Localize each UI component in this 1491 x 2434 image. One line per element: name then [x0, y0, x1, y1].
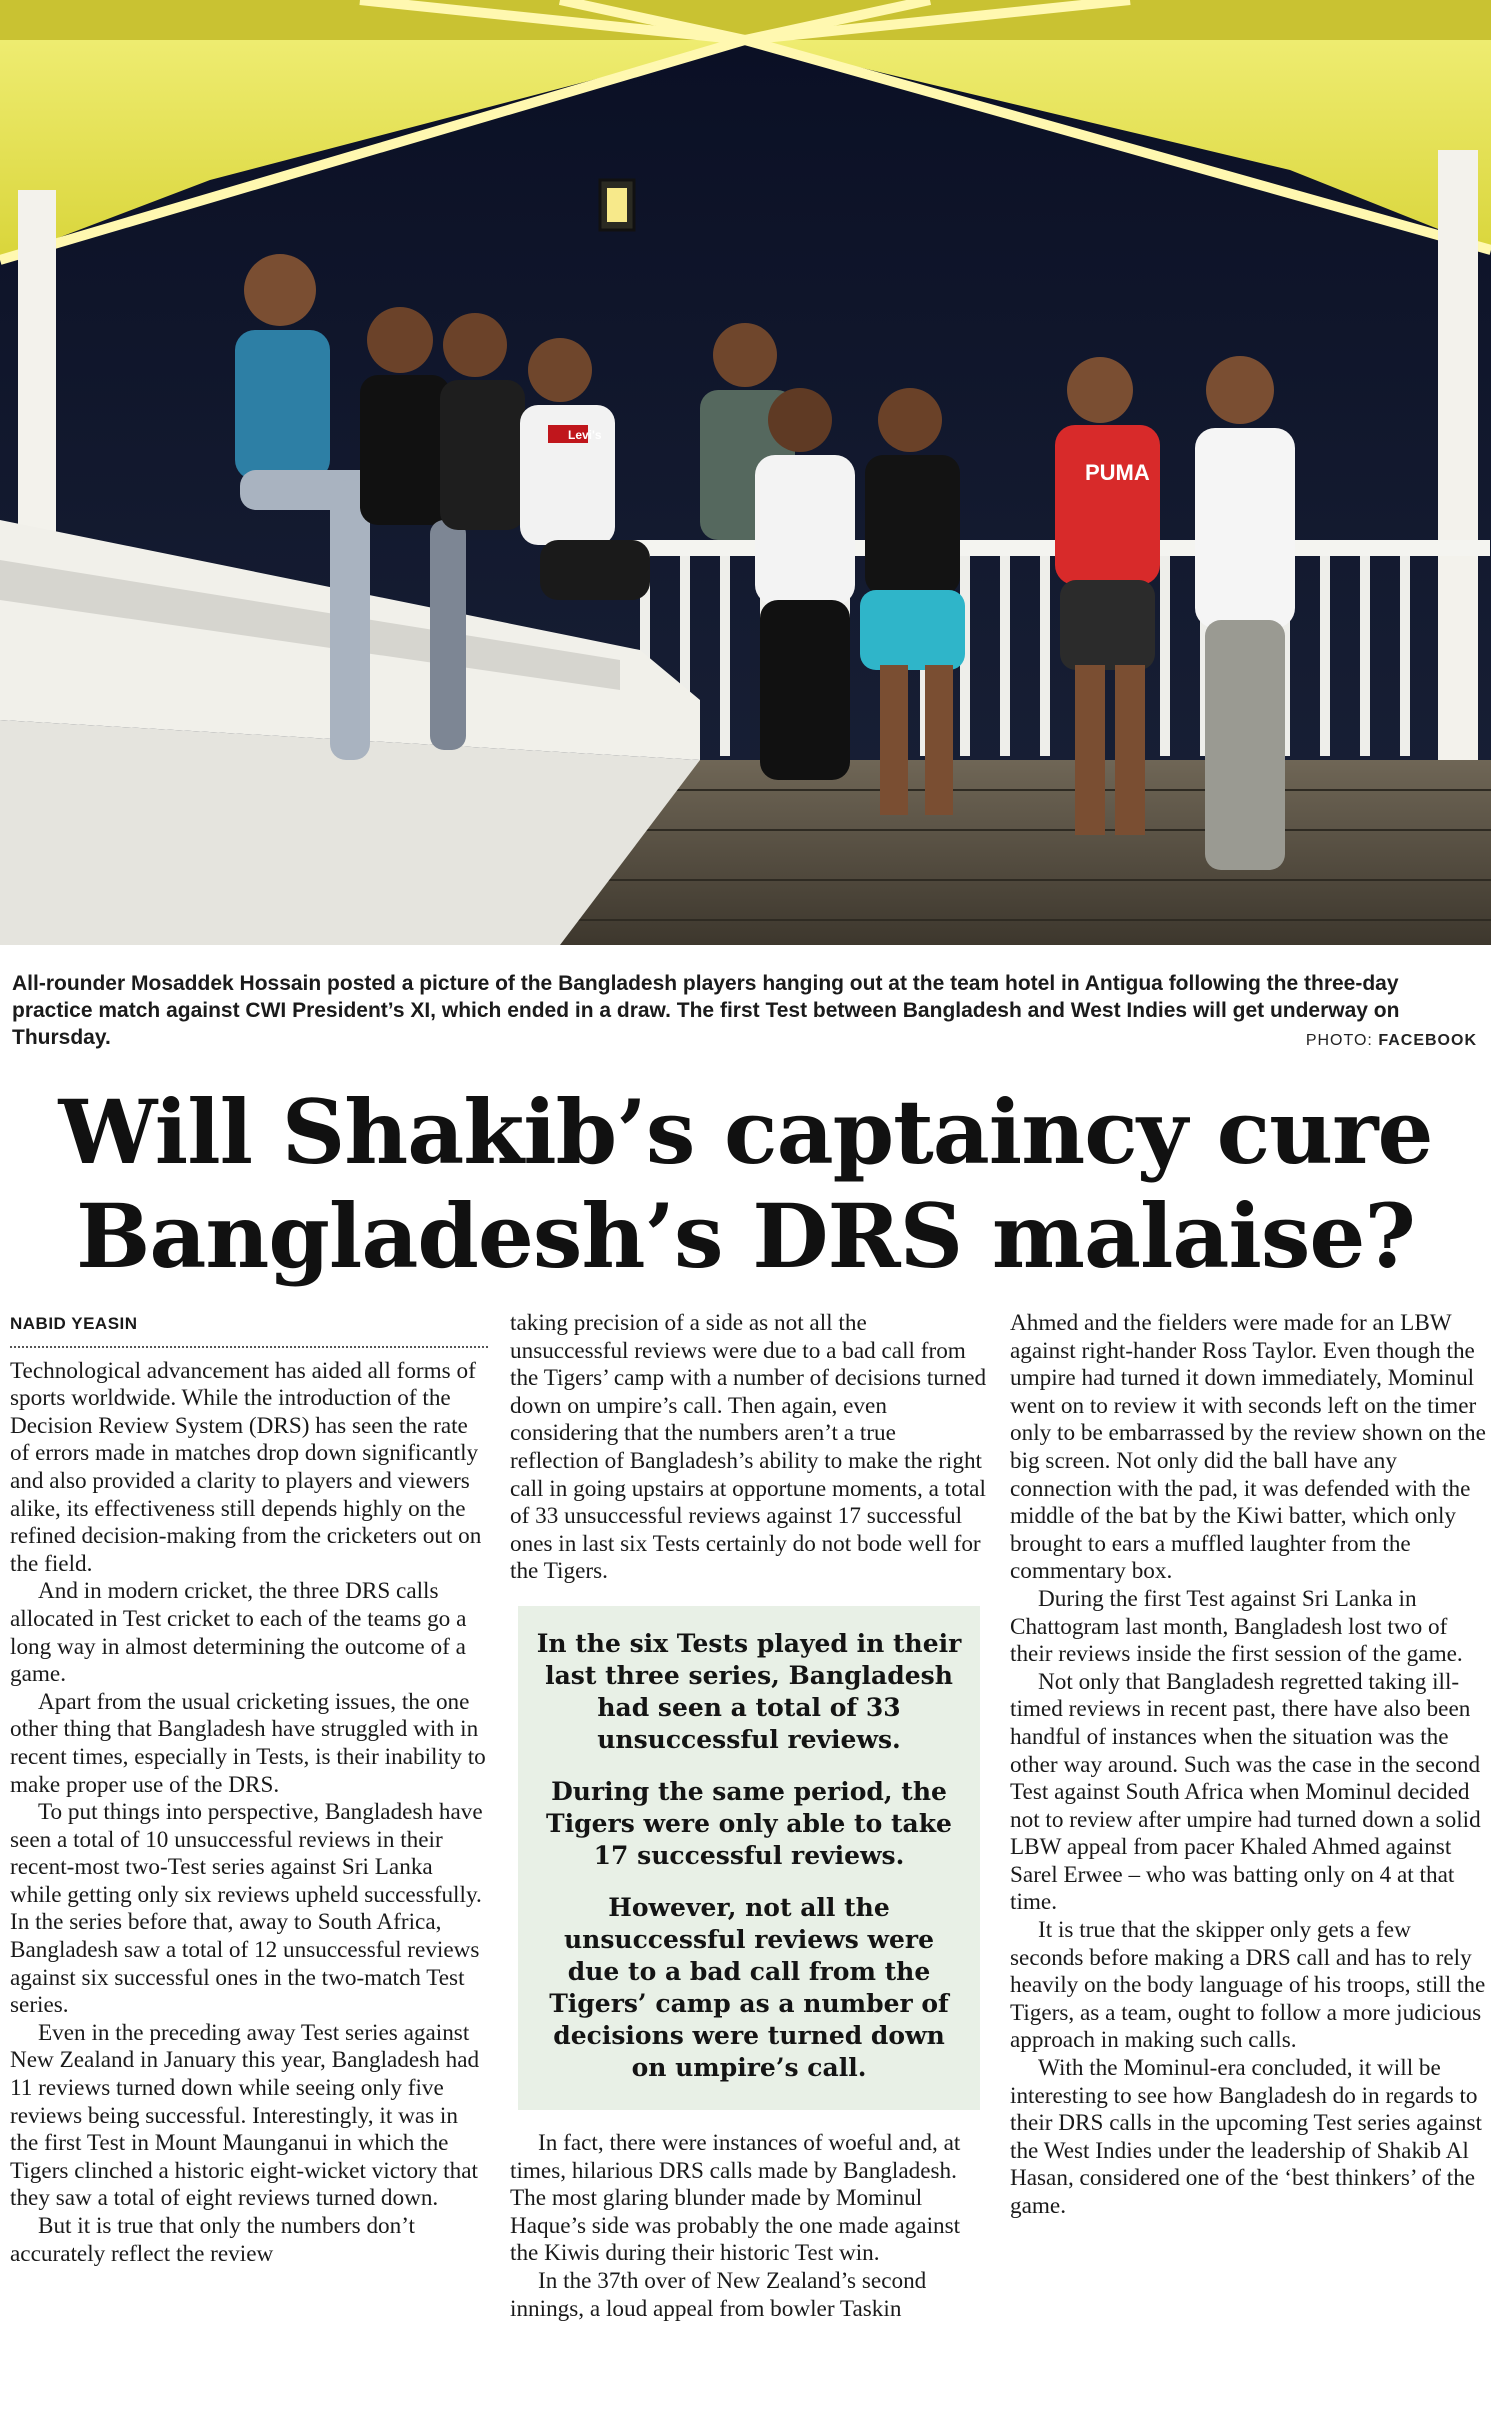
paragraph: Even in the preceding away Test series against New Zealand in January this year, Bangladesh had 11 reviews turned down while seeing only five reviews being successful. Interestingly, it was in the first Test in Mount Maunganui in which the Tigers clinched a historic eight-wicket victory that they saw a total of eight reviews turned down. — [10, 2019, 480, 2212]
pull-quote-box — [518, 1606, 980, 2110]
headline — [0, 1080, 1491, 1288]
paragraph: During the first Test against Sri Lanka in Chattogram last month, Bangladesh lost two of their reviews inside the first session of the game. — [1010, 1585, 1463, 1668]
group-photo-icon — [0, 0, 1491, 945]
team-photo — [0, 0, 1491, 945]
paragraph: But it is true that only the numbers don’t accurately reflect the review — [10, 2213, 415, 2267]
article-column-1 — [10, 1310, 488, 2425]
paragraph: And in modern cricket, the three DRS calls allocated in Test cricket to each of the teams go a long way in almost determining the outcome of a game. — [10, 1578, 467, 1688]
photo-caption — [12, 970, 1478, 1051]
paragraph: Technological advancement has aided all forms of sports worldwide. While the introduction of the Decision Review System (DRS) has seen the rate of errors made in matches drop down significantly and also provided a clarity to players and viewers alike, its effectiveness still depends highly on the refined decision-making from the cricketers out on the field. — [10, 1357, 482, 1577]
paragraph: In the 37th over of New Zealand’s second innings, a loud appeal from bowler Taskin — [510, 2267, 927, 2322]
shirt-logo-levis: Levi's — [568, 428, 602, 442]
headline-line-2: Bangladesh’s DRS malaise? — [76, 1184, 1415, 1288]
paragraph: It is true that the skipper only gets a few seconds before making a DRS call and has to rely heavily on the body language of his troops, still the Tigers, as a team, ought to follow a more judicious approach in making such calls. — [1010, 1917, 1486, 2054]
article-column-3 — [1010, 1310, 1488, 2425]
paragraph: With the Mominul-era concluded, it will be interesting to see how Bangladesh do in regards to their DRS calls in the upcoming Test series against the West Indies under the leadership of Shakib Al Hasan, considered one of the ‘best thinkers’ of the game. — [1010, 2055, 1482, 2219]
credit-source: FACEBOOK — [1378, 1032, 1477, 1049]
photo-credit — [1306, 1032, 1477, 1050]
paragraph: Apart from the usual cricketing issues, the one other thing that Bangladesh have struggled with in recent times, especially in Tests, is their inability to make proper use of the DRS. — [10, 1688, 486, 1798]
paragraph: Not only that Bangladesh regretted taking ill-timed reviews in recent past, there have also been handful of instances when the situation was the other way around. Such was the case in the second Test against South Africa when Mominul decided not to review after umpire had turned down a solid LBW appeal from pacer Khaled Ahmed against Sarel Erwee – who was batting only on 4 at that time. — [1010, 1668, 1481, 1916]
caption-text: All-rounder Mosaddek Hossain posted a picture of the Bangladesh players hanging out at the team hotel in Antigua following the three-day practice match against CWI President’s XI, which ended in a draw. The first Test between Bangladesh and West Indies will get underway on Thursday. — [12, 972, 1400, 1049]
article-column-2 — [510, 1310, 988, 2425]
pull-quote: In the six Tests played in their last three series, Bangladesh had seen a total of 33 unsuccessful reviews. — [536, 1628, 962, 1754]
byline: NABID YEASIN — [10, 1310, 488, 1348]
pull-quote: During the same period, the Tigers were only able to take 17 successful reviews. — [546, 1776, 952, 1870]
paragraph: To put things into perspective, Bangladesh have seen a total of 10 unsuccessful reviews in their recent-most two-Test series against Sri Lanka while getting only six reviews upheld successfully. In the series before that, away to South Africa, Bangladesh saw a total of 12 unsuccessful reviews against six successful ones in the two-match Test series. — [10, 1799, 483, 2019]
paragraph: taking precision of a side as not all the unsuccessful reviews were due to a bad call from the Tigers’ camp with a number of decisions turned down on umpire’s call. Then again, even considering that the numbers aren’t a true reflection of Bangladesh’s ability to make the right call in going upstairs at opportune moments, a total of 33 unsuccessful reviews against 17 successful ones in last six Tests certainly do not bode well for the Tigers. — [510, 1310, 987, 1585]
paragraph: In fact, there were instances of woeful and, at times, hilarious DRS calls made by Bangladesh. The most glaring blunder made by Mominul Haque’s side was probably the one made against the Kiwis during their historic Test win. — [510, 2129, 961, 2267]
shirt-logo-puma: PUMA — [1085, 460, 1150, 485]
credit-label: PHOTO: — [1305, 1032, 1373, 1049]
paragraph: Ahmed and the fielders were made for an LBW against right-hander Ross Taylor. Even though the umpire had turned it down immediately, Mominul went on to review it with seconds left on the timer only to be embarrassed by the review shown on the big screen. Not only did the ball have any connection with the pad, it was defended with the middle of the bat by the Kiwi batter, which only brought to ears a muffled laughter from the commentary box. — [1010, 1310, 1486, 1585]
headline-line-1: Will Shakib’s captaincy cure — [58, 1080, 1433, 1184]
pull-quote: However, not all the unsuccessful reviews were due to a bad call from the Tigers’ camp as a number of decisions were turned down on umpire’s call. — [549, 1892, 949, 2082]
